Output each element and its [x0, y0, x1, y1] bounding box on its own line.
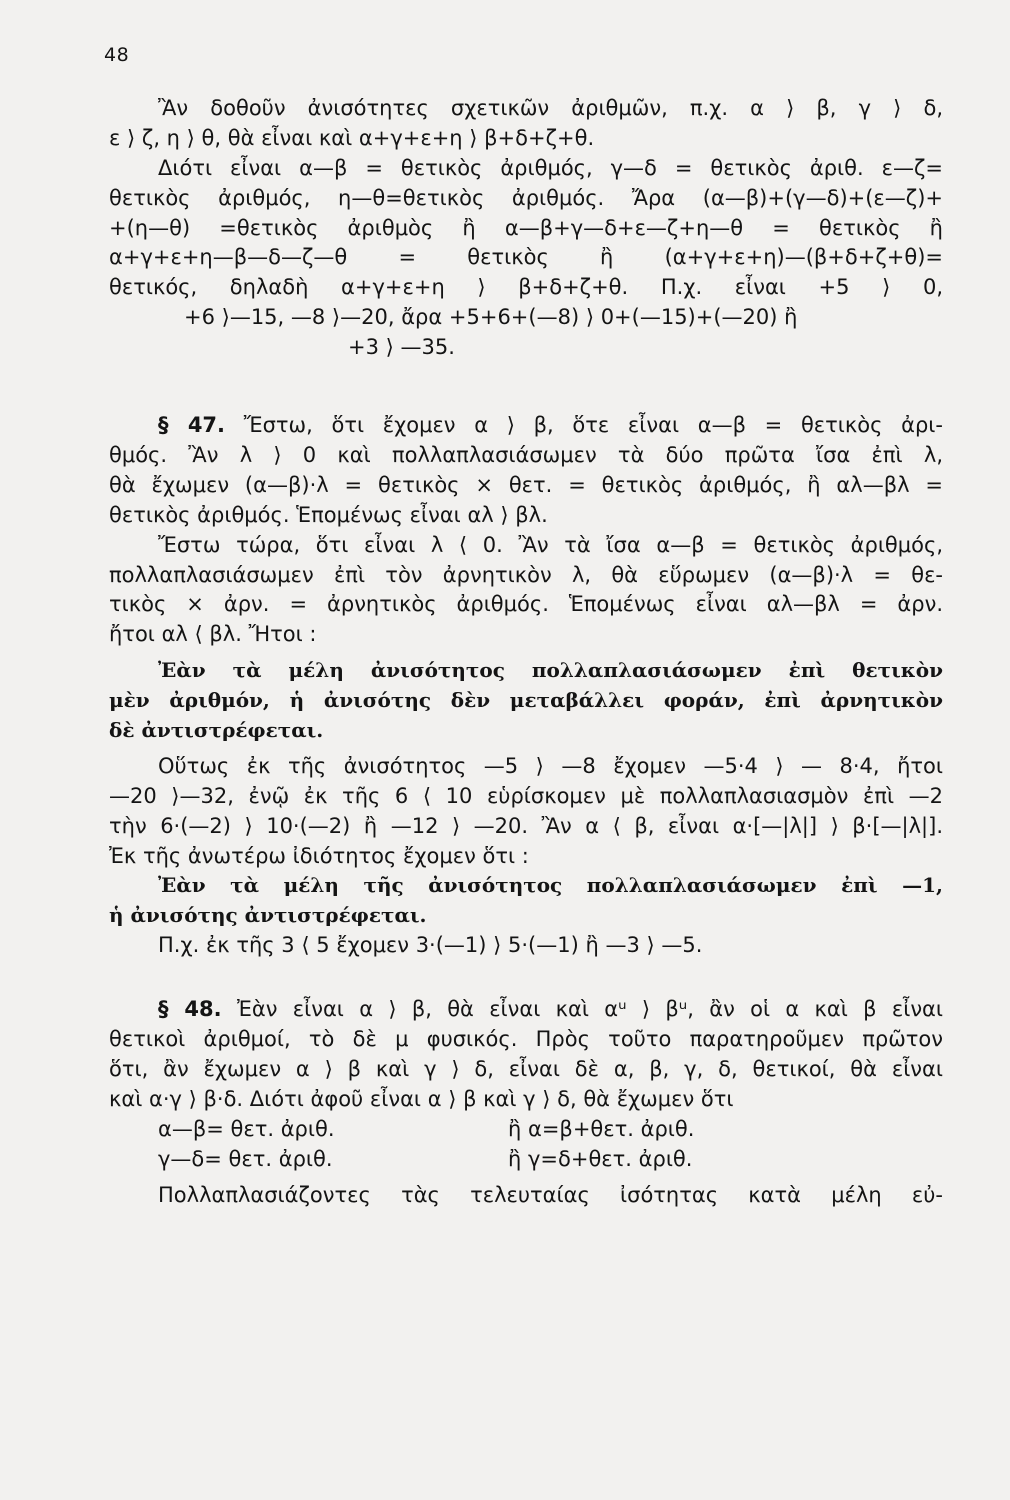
text-line: θετικοὶ ἀριθμοί, τὸ δὲ μ φυσικός. Πρὸς τοῦτο παρατηροῦμεν πρῶτον [109, 1027, 943, 1052]
text-line: Οὕτως ἐκ τῆς ἀνισότητος —5 ⟩ —8 ἔχομεν —5·4 ⟩ — 8·4, ἤτοι [158, 753, 943, 778]
text-line: +6 ⟩—15, —8 ⟩—20, ἄρα +5+6+(—8) ⟩ 0+(—15)+(—20) ἢ [184, 305, 798, 330]
text-line: θετικός, δηλαδὴ α+γ+ε+η ⟩ β+δ+ζ+θ. Π.χ. εἶναι +5 ⟩ 0, [109, 275, 943, 300]
equation-right: ἢ γ=δ+θετ. ἀριθ. [508, 1146, 693, 1171]
text-line: τὴν 6·(—2) ⟩ 10·(—2) ἢ —12 ⟩ —20. Ἂν α ⟨ β, εἶναι α·[—|λ|] ⟩ β·[—|λ|]. [109, 813, 943, 838]
rule-text: Ἐὰν τὰ μέλη τῆς ἀνισότητος πολλαπλασιάσωμεν ἐπὶ —1, [158, 873, 943, 898]
equation-left: γ—δ= θετ. ἀριθ. [158, 1146, 333, 1171]
text-line: θμός. Ἂν λ ⟩ 0 καὶ πολλαπλασιάσωμεν τὰ δύο πρῶτα ἴσα ἐπὶ λ, [109, 442, 943, 467]
text-line: Ἔστω, ὅτι ἔχομεν α ⟩ β, ὅτε εἶναι α—β = θετικὸς ἀρι- [243, 413, 943, 438]
text-line: θετικὸς ἀριθμός. Ἑπομένως εἶναι αλ ⟩ βλ. [109, 502, 548, 527]
rule-text: δὲ ἀντιστρέφεται. [109, 718, 324, 742]
text-line: καὶ α·γ ⟩ β·δ. Διότι ἀφοῦ εἶναι α ⟩ β καὶ γ ⟩ δ, θὰ ἔχωμεν ὅτι [109, 1086, 734, 1111]
rule-text: Ἐὰν τὰ μέλη ἀνισότητος πολλαπλασιάσωμεν ἐπὶ θετικὸν [158, 658, 943, 683]
text-line: +(η—θ) =θετικὸς ἀριθμὸς ἢ α—β+γ—δ+ε—ζ+η—θ = θετικὸς ἢ [109, 215, 943, 240]
section-47-number: § 47. [158, 413, 226, 438]
text-line: α+γ+ε+η—β—δ—ζ—θ = θετικὸς ἢ (α+γ+ε+η)—(β+δ+ζ+θ)= [109, 245, 943, 270]
text-line: Ἂν δοθοῦν ἀνισότητες σχετικῶν ἀριθμῶν, π.χ. α ⟩ β, γ ⟩ δ, [158, 96, 943, 120]
text-line: ὅτι, ἂν ἔχωμεν α ⟩ β καὶ γ ⟩ δ, εἶναι δὲ α, β, γ, δ, θετικοί, θὰ εἶναι [109, 1056, 943, 1081]
example-line: Π.χ. ἐκ τῆς 3 ⟨ 5 ἔχομεν 3·(—1) ⟩ 5·(—1) ἢ —3 ⟩ —5. [158, 933, 703, 958]
section-47-first-line [158, 411, 943, 441]
text-line: Ἐὰν εἶναι α ⟩ β, θὰ εἶναι καὶ αᵘ ⟩ βᵘ, ἂν οἱ α καὶ β εἶναι [236, 997, 943, 1022]
text-line: τικὸς × ἀρν. = ἀρνητικὸς ἀριθμός. Ἑπομένως εἶναι αλ—βλ = ἀρν. [109, 592, 943, 617]
text-line: ε ⟩ ζ, η ⟩ θ, θὰ εἶναι καὶ α+γ+ε+η ⟩ β+δ+ζ+θ. [109, 125, 595, 150]
text-line: θὰ ἔχωμεν (α—β)·λ = θετικὸς × θετ. = θετικὸς ἀριθμός, ἢ αλ—βλ = [109, 472, 943, 497]
section-48-number: § 48. [158, 997, 222, 1022]
text-line: Ἐκ τῆς ἀνωτέρω ἰδιότητος ἔχομεν ὅτι : [109, 843, 529, 868]
equation-left: α—β= θετ. ἀριθ. [158, 1116, 335, 1141]
page-number: 48 [104, 44, 130, 66]
text-line: +3 ⟩ —35. [348, 335, 455, 360]
text-line: Ἔστω τώρα, ὅτι εἶναι λ ⟨ 0. Ἂν τὰ ἴσα α—β = θετικὸς ἀριθμός, [158, 532, 943, 557]
text-line: θετικὸς ἀριθμός, η—θ=θετικὸς ἀριθμός. Ἄρα (α—β)+(γ—δ)+(ε—ζ)+ [109, 185, 943, 210]
equation-row [158, 1145, 943, 1175]
rule-text: μὲν ἀριθμόν, ἡ ἀνισότης δὲν μεταβάλλει φοράν, ἐπὶ ἀρνητικὸν [109, 688, 943, 713]
text-line: πολλαπλασιάσωμεν ἐπὶ τὸν ἀρνητικὸν λ, θὰ εὕρωμεν (α—β)·λ = θε- [109, 562, 943, 587]
rule-text: ἡ ἀνισότης ἀντιστρέφεται. [109, 903, 427, 928]
text-line: ἤτοι αλ ⟨ βλ. Ἤτοι : [109, 622, 317, 647]
section-48-first-line [158, 995, 943, 1025]
text-line: Διότι εἶναι α—β = θετικὸς ἀριθμός, γ—δ = θετικὸς ἀριθ. ε—ζ= [158, 155, 943, 180]
text-line: —20 ⟩—32, ἐνῷ ἐκ τῆς 6 ⟨ 10 εὑρίσκομεν μὲ πολλαπλασιασμὸν ἐπὶ —2 [109, 783, 943, 808]
equation-row [158, 1115, 943, 1145]
equation-right: ἢ α=β+θετ. ἀριθ. [508, 1116, 695, 1141]
text-line: Πολλαπλασιάζοντες τὰς τελευταίας ἰσότητας κατὰ μέλη εὐ- [158, 1182, 943, 1207]
page-text [109, 94, 943, 1210]
